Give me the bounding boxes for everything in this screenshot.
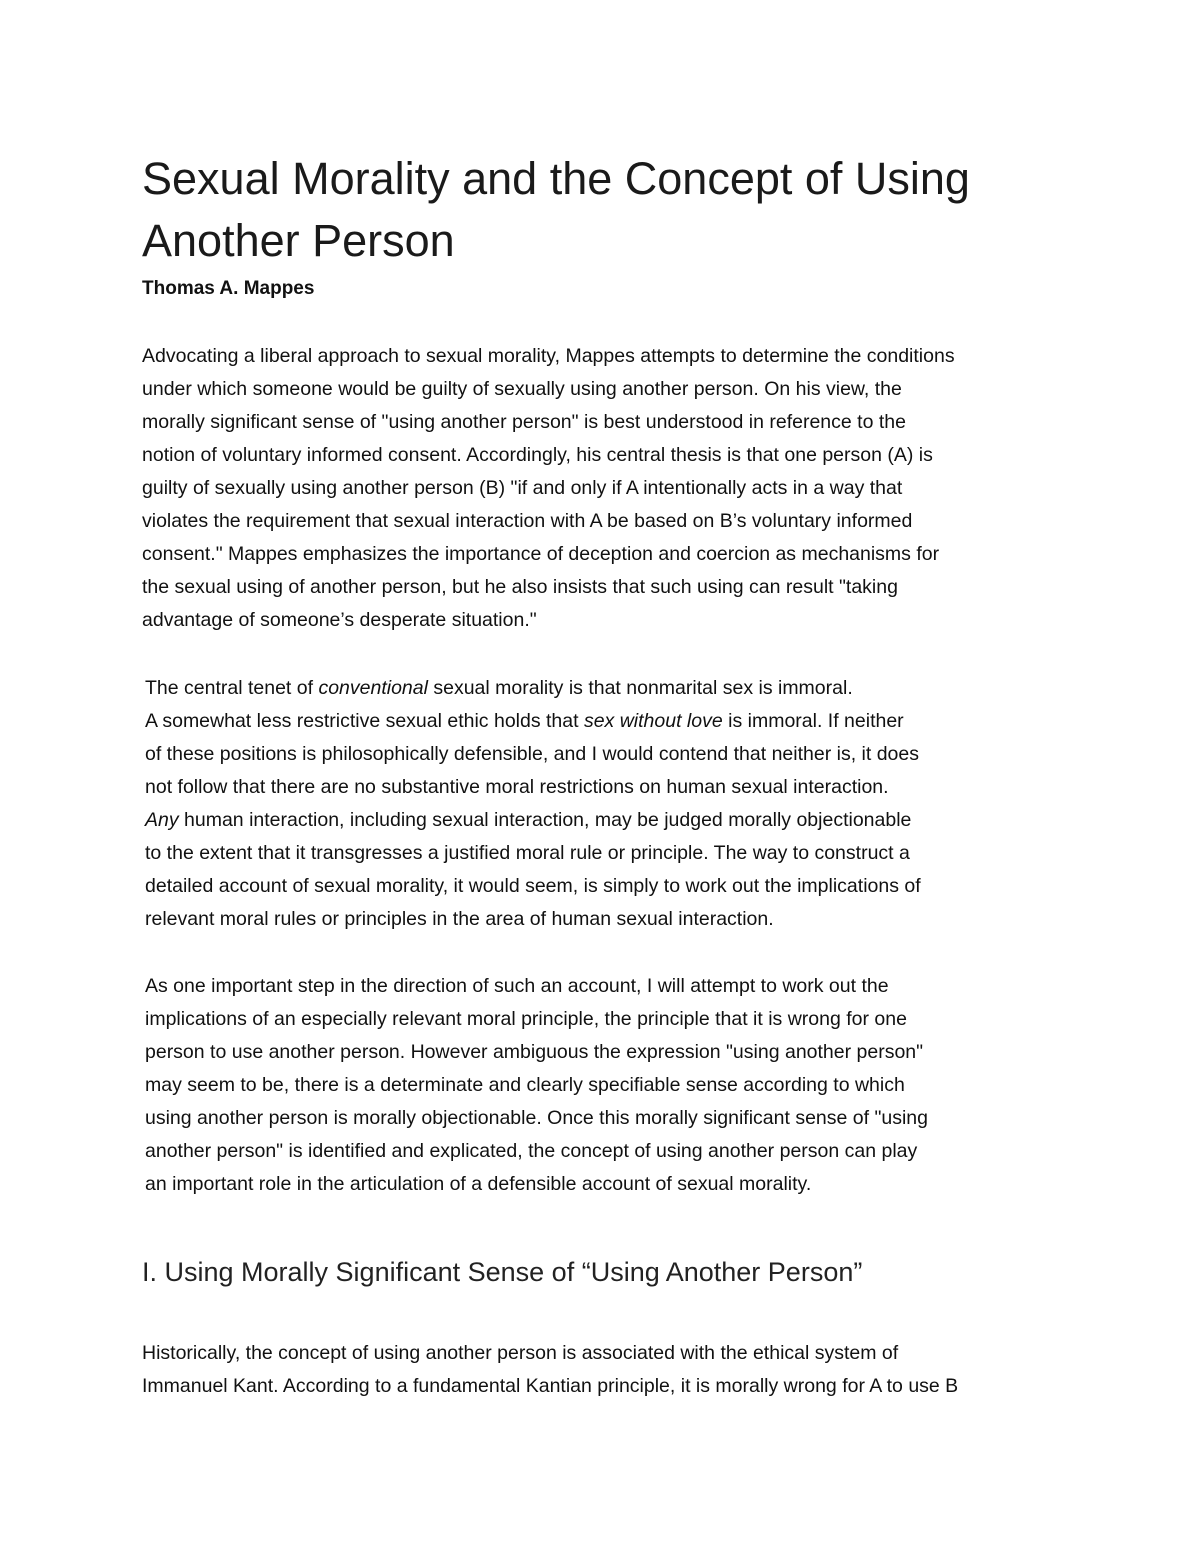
paragraph-line: not follow that there are no substantive moral restrictions on human sexual interaction.	[145, 776, 889, 798]
abstract-line: morally significant sense of "using another person" is best understood in reference to the	[142, 411, 906, 433]
text-run: human interaction, including sexual interaction, may be judged morally objectionable	[178, 809, 912, 831]
body-paragraph-kant	[142, 1337, 1067, 1403]
abstract-line: the sexual using of another person, but he also insists that such using can result "taking	[142, 576, 898, 598]
paragraph-line	[145, 804, 1070, 837]
italic-term: Any	[145, 809, 179, 831]
paragraph-line: an important role in the articulation of a defensible account of sexual morality.	[145, 1173, 812, 1195]
paragraph-line: of these positions is philosophically defensible, and I would contend that neither is, it does	[145, 743, 919, 765]
abstract-line: violates the requirement that sexual interaction with A be based on B’s voluntary informed	[142, 510, 913, 532]
italic-term: conventional	[318, 677, 428, 699]
abstract-line: guilty of sexually using another person (B) "if and only if A intentionally acts in a way that	[142, 477, 903, 499]
paragraph-line: implications of an especially relevant moral principle, the principle that it is wrong for one	[145, 1008, 907, 1030]
abstract-line: under which someone would be guilty of sexually using another person. On his view, the	[142, 378, 902, 400]
paragraph-line: person to use another person. However ambiguous the expression "using another person"	[145, 1041, 924, 1063]
text-run: The central tenet of	[145, 677, 319, 699]
abstract-line: notion of voluntary informed consent. Accordingly, his central thesis is that one person (A) is	[142, 444, 933, 466]
document-title: Sexual Morality and the Concept of Using Another Person	[142, 153, 970, 266]
text-run: A somewhat less restrictive sexual ethic holds that	[145, 710, 584, 732]
paragraph-line: relevant moral rules or principles in the area of human sexual interaction.	[145, 908, 774, 930]
section-heading: I. Using Morally Significant Sense of “Using Another Person”	[142, 1257, 863, 1287]
paragraph-line: may seem to be, there is a determinate and clearly specifiable sense according to which	[145, 1074, 905, 1096]
abstract-line: consent." Mappes emphasizes the importance of deception and coercion as mechanisms for	[142, 543, 940, 565]
author-name: Thomas A. Mappes	[142, 278, 315, 299]
paragraph-line: Historically, the concept of using another person is associated with the ethical system of	[142, 1342, 899, 1364]
body-paragraph-using-another-person	[145, 970, 1070, 1201]
paragraph-line	[145, 705, 1070, 738]
paragraph-line: another person" is identified and explicated, the concept of using another person can play	[145, 1140, 918, 1162]
paragraph-line: As one important step in the direction of such an account, I will attempt to work out the	[145, 975, 889, 997]
paragraph-line: detailed account of sexual morality, it would seem, is simply to work out the implications of	[145, 875, 921, 897]
abstract-paragraph	[142, 340, 1067, 637]
paragraph-line: using another person is morally objectionable. Once this morally significant sense of "using	[145, 1107, 928, 1129]
paragraph-line: to the extent that it transgresses a justified moral rule or principle. The way to construct a	[145, 842, 910, 864]
paragraph-line	[145, 672, 1070, 705]
abstract-line: Advocating a liberal approach to sexual morality, Mappes attempts to determine the conditions	[142, 345, 955, 367]
body-paragraph-conventional-morality	[145, 672, 1070, 936]
abstract-line: advantage of someone’s desperate situation."	[142, 609, 537, 631]
text-run: is immoral. If neither	[722, 710, 904, 732]
italic-term: sex without love	[583, 710, 723, 732]
paragraph-line: Immanuel Kant. According to a fundamental Kantian principle, it is morally wrong for A to use B	[142, 1375, 959, 1397]
text-run: sexual morality is that nonmarital sex is immoral.	[427, 677, 853, 699]
